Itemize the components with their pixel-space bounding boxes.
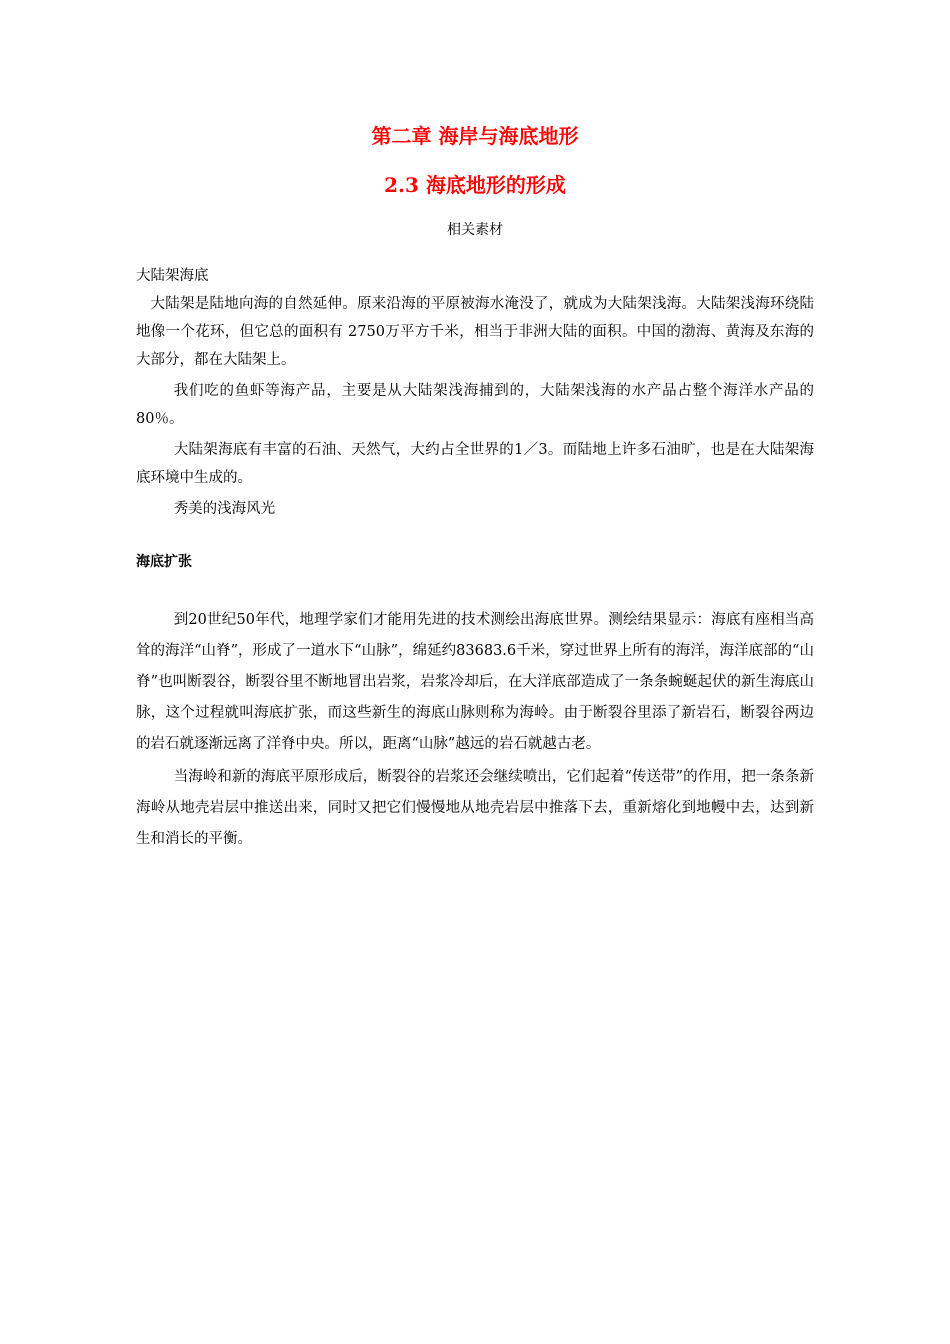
paragraph: 我们吃的鱼虾等海产品，主要是从大陆架浅海捕到的，大陆架浅海的水产品占整个海洋水产品的80％。 bbox=[136, 383, 814, 427]
section-heading-seafloor-spreading: 海底扩张 bbox=[136, 554, 192, 570]
image-caption: 秀美的浅海风光 bbox=[173, 501, 276, 517]
section-label-continental-shelf: 大陆架海底 bbox=[136, 268, 209, 284]
paragraph: 大陆架海底有丰富的石油、天然气，大约占全世界的1／3。而陆地上许多石油旷，也是在大陆架海底环境中生成的。 bbox=[136, 442, 814, 486]
subtitle: 相关素材 bbox=[447, 222, 503, 238]
document-body bbox=[136, 262, 814, 857]
paragraph: 当海岭和新的海底平原形成后，断裂谷的岩浆还会继续喷出，它们起着“传送带”的作用，把一条条新海岭从地壳岩层中推送出来，同时又把它们慢慢地从地壳岩层中推落下去，重新熔化到地幔中去，达到新生和消长的平衡。 bbox=[136, 769, 814, 847]
paragraph: 到20世纪50年代，地理学家们才能用先进的技术测绘出海底世界。测绘结果显示：海底有座相当高耸的海洋“山脊”，形成了一道水下“山脉”，绵延约83683.6千米，穿过世界上所有的海洋，海洋底部的“山脊”也叫断裂谷，断裂谷里不断地冒出岩浆，岩浆冷却后，在大洋底部造成了一条条蜿蜒起伏的新生海底山脉，这个过程就叫海底扩张，而这些新生的海底山脉则称为海岭。由于断裂谷里添了新岩石，断裂谷两边的岩石就逐渐远离了洋脊中央。所以，距离“山脉”越远的岩石就越古老。 bbox=[136, 612, 814, 752]
paragraph: 大陆架是陆地向海的自然延伸。原来沿海的平原被海水淹没了，就成为大陆架浅海。大陆架浅海环绕陆地像一个花环，但它总的面积有 2750万平方千米，相当于非洲大陆的面积。中国的渤海、黄海及东海的大部分，都在大陆架上。 bbox=[136, 296, 814, 368]
chapter-title: 第二章 海岸与海底地形 bbox=[371, 124, 579, 148]
section-title: 2.3 海底地形的形成 bbox=[384, 173, 566, 197]
